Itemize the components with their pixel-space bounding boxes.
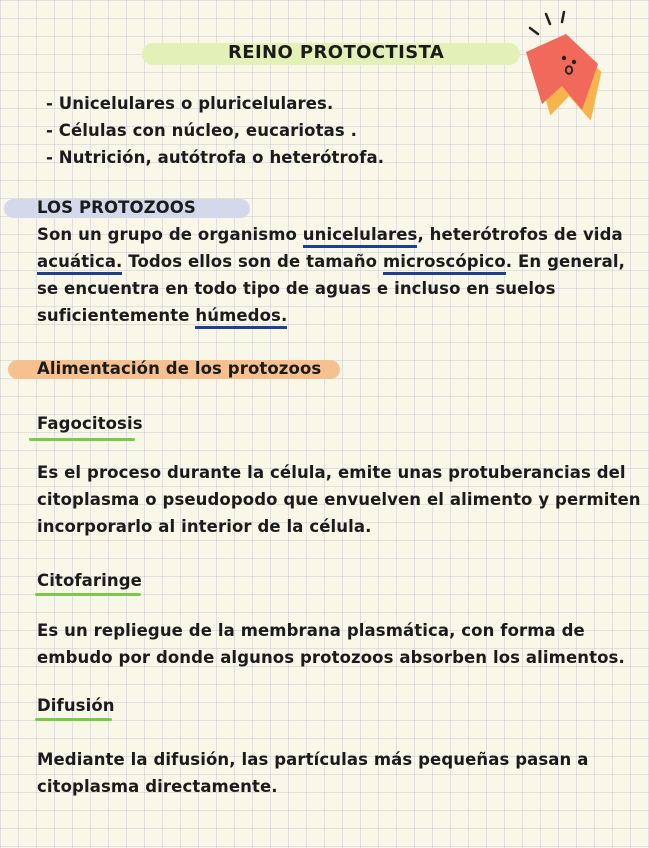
protozoos-paragraph-line (37, 302, 287, 329)
difusion-line: Mediante la difusión, las partículas más pequeñas pasan a (37, 750, 589, 769)
difusion-line: citoplasma directamente. (37, 777, 278, 796)
fagocitosis-line: citoplasma o pseudopodo que envuelven el alimento y permiten (37, 490, 641, 509)
underlined-word: acuática. (37, 252, 122, 275)
citofaringe-heading: Citofaringe (37, 571, 142, 590)
underlined-word: unicelulares (303, 225, 418, 248)
protozoos-paragraph-line (37, 221, 623, 248)
text-segment: Son un grupo de organismo (37, 225, 303, 244)
fagocitosis-line: Es el proceso durante la célula, emite unas protuberancias del (37, 463, 626, 482)
page-title: REINO PROTOCTISTA (228, 42, 445, 63)
text-segment: Todos ellos son de tamaño (122, 252, 383, 271)
citofaringe-line: embudo por donde algunos protozoos absorben los alimentos. (37, 648, 625, 667)
text-segment: . En general, (505, 252, 626, 271)
fagocitosis-underline (29, 438, 135, 441)
underlined-word: húmedos. (195, 306, 287, 329)
alimentacion-heading: Alimentación de los protozoos (37, 359, 322, 378)
bullet-item: - Unicelulares o pluricelulares. (46, 94, 334, 113)
protozoos-heading: LOS PROTOZOOS (37, 198, 196, 217)
citofaringe-underline (35, 593, 141, 596)
text-segment: suficientemente (37, 306, 196, 325)
bullet-item: - Células con núcleo, eucariotas . (46, 121, 357, 140)
fagocitosis-line: incorporarlo al interior de la célula. (37, 517, 372, 536)
fagocitosis-heading: Fagocitosis (37, 414, 143, 433)
text-segment: , heterótrofos de vida (417, 225, 623, 244)
protozoos-paragraph-line: se encuentra en todo tipo de aguas e incluso en suelos (37, 279, 556, 298)
bullet-item: - Nutrición, autótrofa o heterótrofa. (46, 148, 385, 167)
citofaringe-line: Es un repliegue de la membrana plasmática, con forma de (37, 621, 585, 640)
surprised-bookmark-sticker-icon (516, 8, 608, 124)
difusion-heading: Difusión (37, 696, 115, 715)
underlined-word: microscópico (383, 252, 506, 275)
difusion-underline (35, 718, 112, 721)
protozoos-paragraph-line (37, 248, 625, 275)
